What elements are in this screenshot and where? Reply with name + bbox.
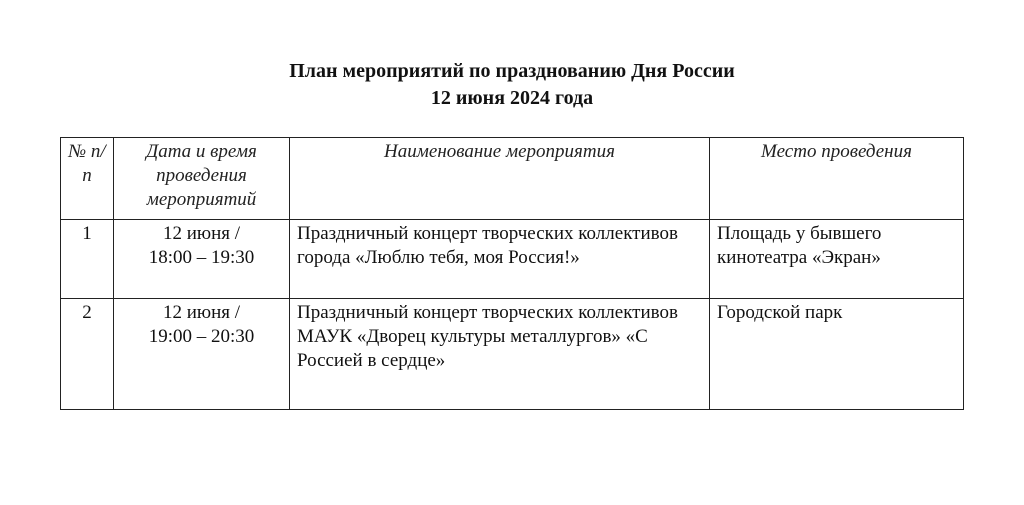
row-place: Площадь у бывшего кинотеатра «Экран» — [710, 220, 964, 299]
row-number: 1 — [61, 220, 114, 299]
row-place: Городской парк — [710, 299, 964, 410]
header-place: Место проведения — [710, 138, 964, 220]
row-number: 2 — [61, 299, 114, 410]
row-date: 12 июня / — [162, 223, 241, 244]
row-date: 12 июня / — [162, 302, 241, 323]
title-line-2: 12 июня 2024 года — [430, 87, 594, 109]
row-datetime — [114, 220, 290, 299]
row-event-name: Праздничный концерт творческих коллективов города «Люблю тебя, моя Россия!» — [290, 220, 710, 299]
events-table — [60, 137, 964, 410]
row-time: 18:00 – 19:30 — [148, 247, 255, 268]
title-line-1: План мероприятий по празднованию Дня России — [289, 60, 735, 82]
table-row — [61, 220, 964, 299]
row-event-name: Праздничный концерт творческих коллективов МАУК «Дворец культуры металлургов» «С Россией в сердце» — [290, 299, 710, 410]
table-header-row — [61, 138, 964, 220]
table-row — [61, 299, 964, 410]
row-time: 19:00 – 20:30 — [148, 326, 255, 347]
header-datetime: Дата и время проведения мероприятий — [114, 138, 290, 220]
header-event-name: Наименование мероприятия — [290, 138, 710, 220]
header-number: № п/п — [61, 138, 114, 220]
row-datetime — [114, 299, 290, 410]
document-title — [0, 58, 1024, 112]
